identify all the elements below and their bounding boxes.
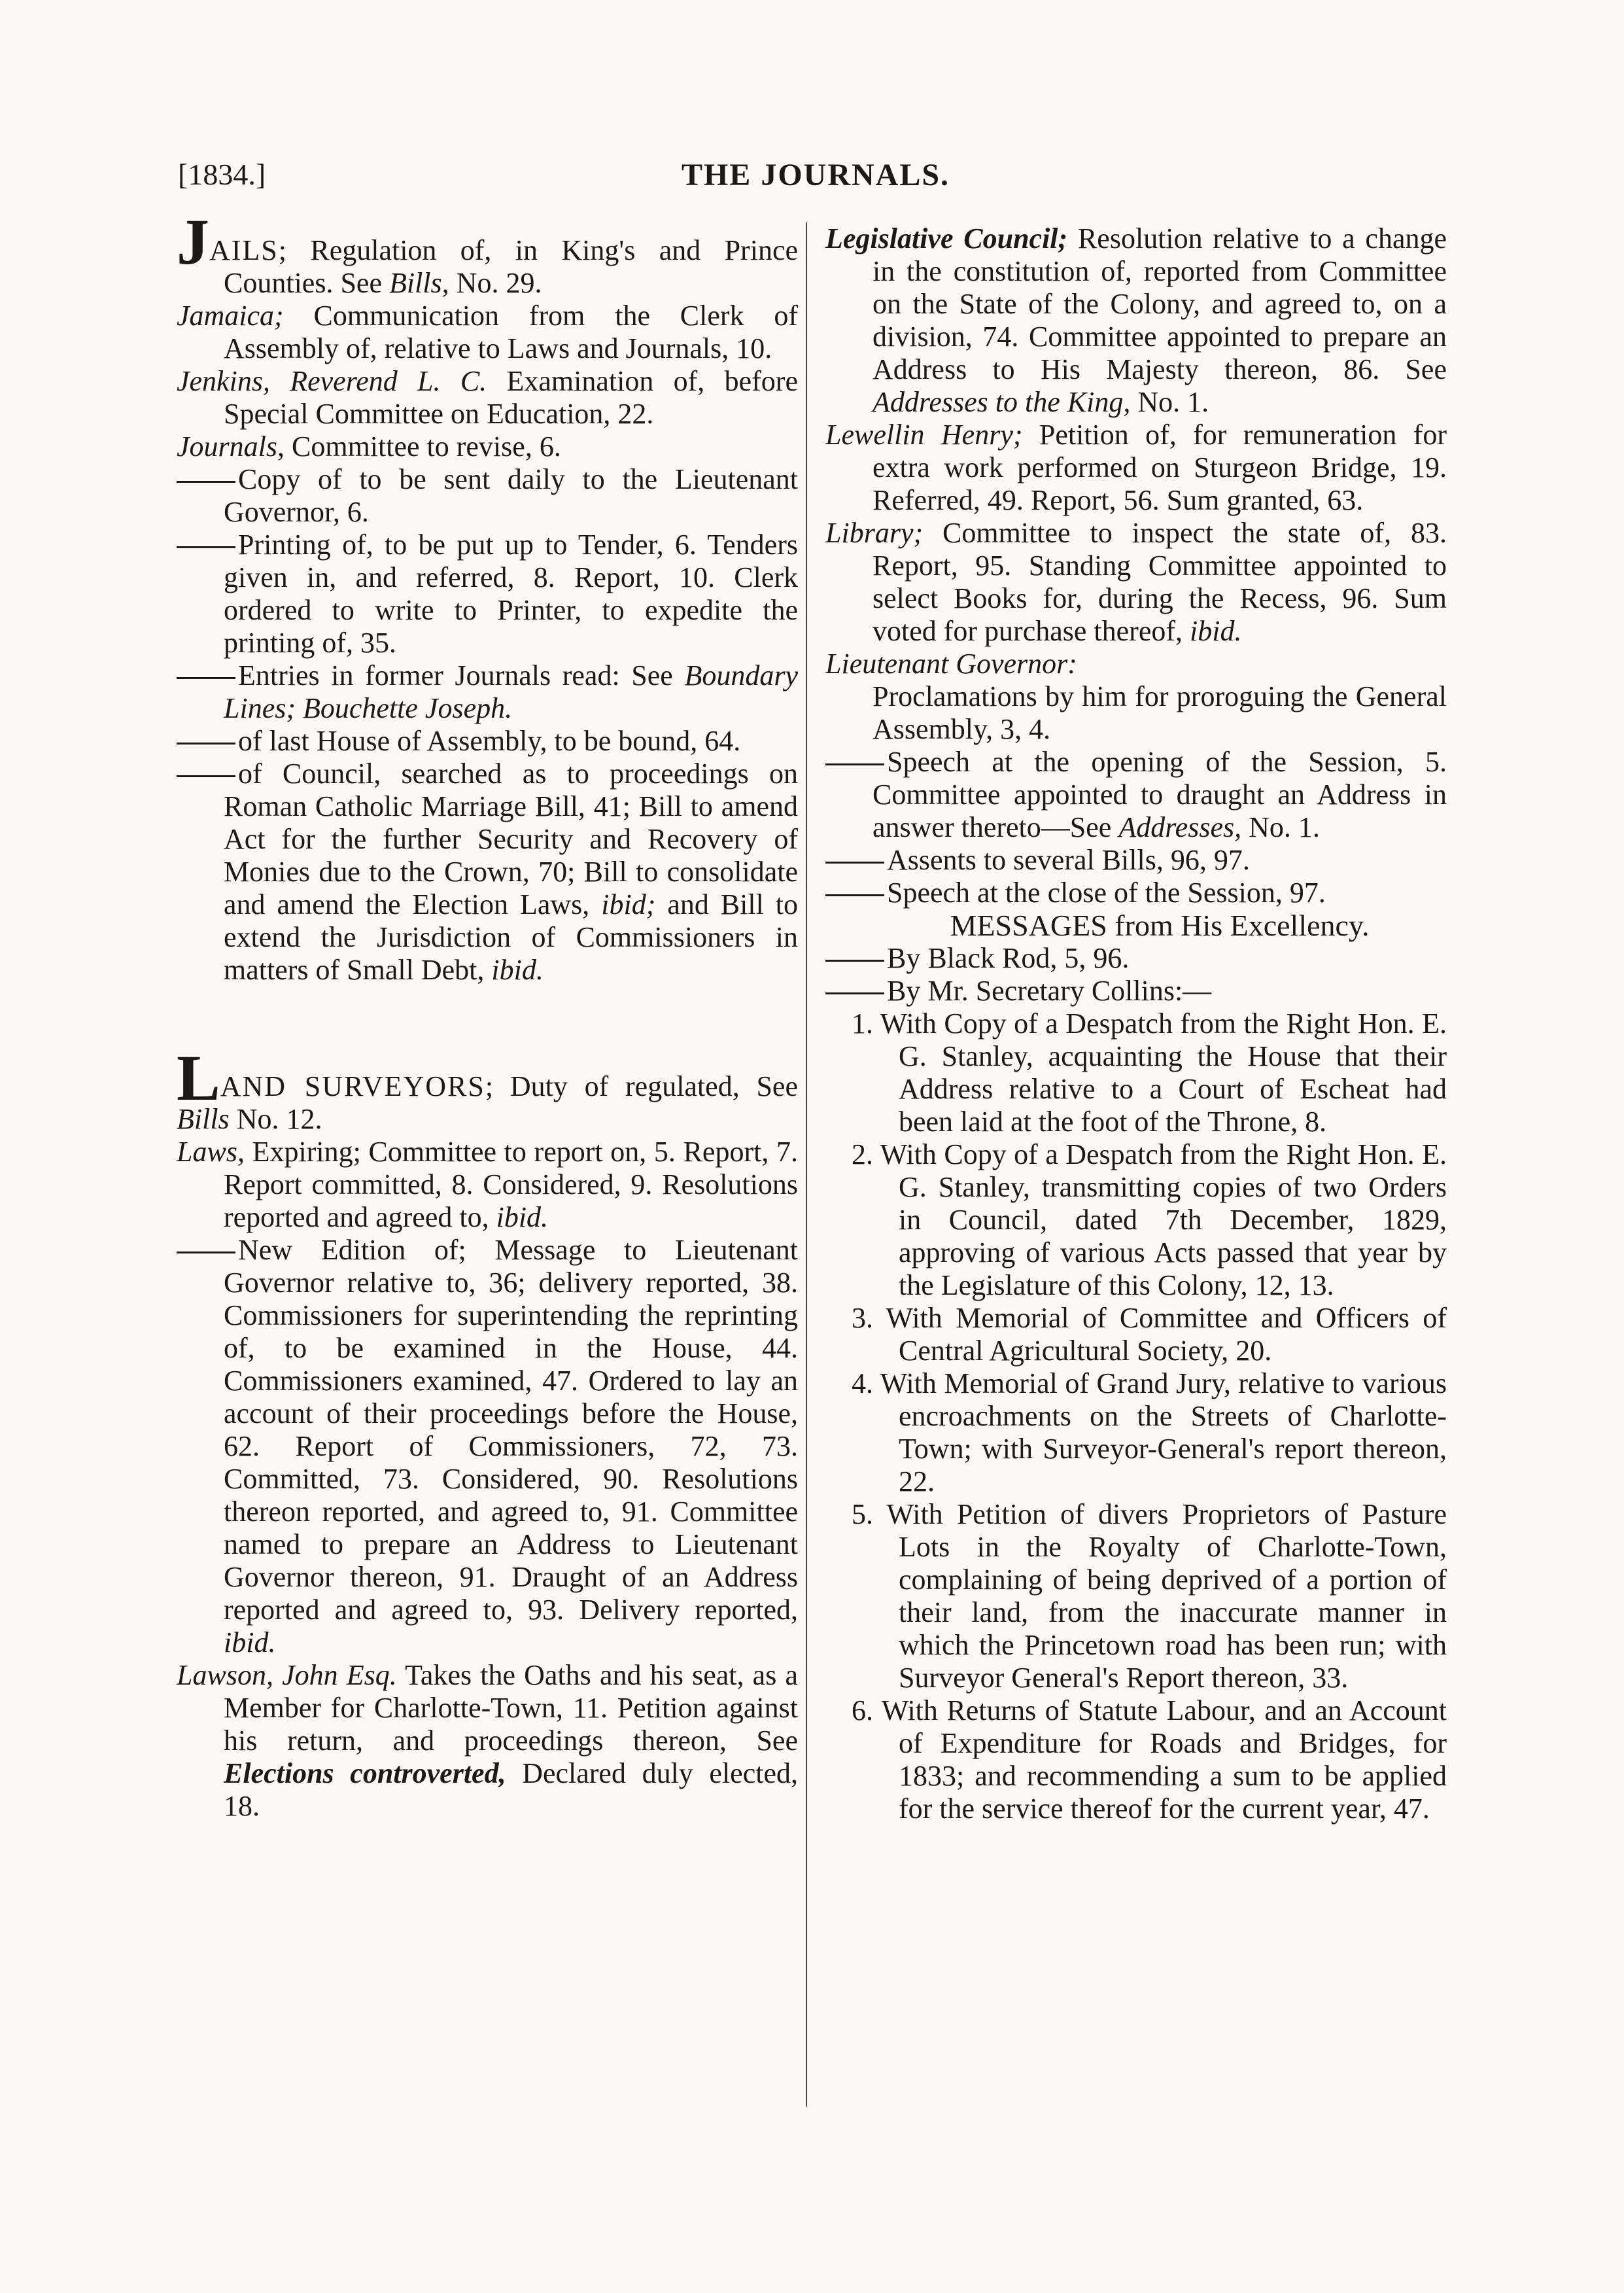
message-item: 5. With Petition of divers Proprietors of Pasture Lots in the Royalty of Charlotte-Town, complaining of being deprived of a portion of their land, from the inaccurate manner in which the Princetown road has been run; with Surveyor General's Report thereon, 33. bbox=[852, 1498, 1447, 1694]
sub-entry: Speech at the close of the Session, 97. bbox=[825, 877, 1447, 909]
page-year: [1834.] bbox=[178, 158, 266, 191]
index-entry-library: Library; Committee to inspect the state of, 83. Report, 95. Standing Committee appointed to select Books for, during the Recess, 96. Sum voted for purchase thereof, ibid. bbox=[825, 517, 1447, 647]
dash-rule bbox=[177, 677, 235, 679]
proclamations-entry: Proclamations by him for proroguing the General Assembly, 3, 4. bbox=[872, 680, 1447, 745]
sub-entry: By Mr. Secretary Collins:— bbox=[825, 975, 1447, 1007]
index-entry-legislative-council: Legislative Council; Resolution relative to a change in the constitution of, reported from Committee on the State of the Colony, and agreed to, on a division, 74. Committee appointed to prepare an Address to His Majesty thereon, 86. See Addresses to the King, No. 1. bbox=[825, 222, 1447, 418]
message-item: 1. With Copy of a Despatch from the Right Hon. E. G. Stanley, acquainting the House that their Address relative to a Court of Escheat had been laid at the foot of the Throne, 8. bbox=[852, 1007, 1447, 1138]
right-column bbox=[825, 222, 1447, 1825]
index-entry-lawson: Lawson, John Esq. Takes the Oaths and his seat, as a Member for Charlotte-Town, 11. Petition against his return, and proceedings thereon, See Elections controverted, Declared duly elected, 18. bbox=[177, 1659, 798, 1822]
sub-entry: Copy of to be sent daily to the Lieutenant Governor, 6. bbox=[177, 463, 798, 529]
dash-rule bbox=[177, 546, 235, 548]
dash-rule bbox=[177, 481, 235, 483]
sub-entry: By Black Rod, 5, 96. bbox=[825, 942, 1447, 975]
index-entry-journals: Journals, Committee to revise, 6. bbox=[177, 430, 561, 463]
index-entry-jenkins: Jenkins, Reverend L. C. Examination of, before Special Committee on Education, 22. bbox=[177, 365, 798, 430]
sub-entry: Entries in former Journals read: See Boundary Lines; Bouchette Joseph. bbox=[177, 659, 798, 725]
sub-entry: Assents to several Bills, 96, 97. bbox=[825, 844, 1447, 877]
dash-rule bbox=[825, 862, 884, 864]
index-entry-lieutenant-governor: Lieutenant Governor: bbox=[825, 648, 1077, 680]
section-gap bbox=[177, 987, 798, 1059]
message-item: 2. With Copy of a Despatch from the Right Hon. E. G. Stanley, transmitting copies of two Orders in Council, dated 7th December, 1829, approving of various Acts passed that year by the Legislature of this Colony, 12, 13. bbox=[852, 1138, 1447, 1301]
message-item: 4. With Memorial of Grand Jury, relative to various encroachments on the Streets of Charlotte-Town; with Surveyor-General's report thereon, 22. bbox=[852, 1367, 1447, 1497]
running-title: THE JOURNALS. bbox=[681, 158, 950, 192]
sub-entry: of last House of Assembly, to be bound, 64. bbox=[177, 725, 798, 758]
sub-entry: of Council, searched as to proceedings on Roman Catholic Marriage Bill, 41; Bill to amend Act for the further Security and Recovery of Monies due to the Crown, 70; Bill to consolidate and amend the Election Laws, ibid; and Bill to extend the Jurisdiction of Commissioners in matters of Small Debt, ibid. bbox=[177, 758, 798, 987]
column-divider bbox=[806, 222, 807, 2107]
index-entry-land-surveyors: LAND SURVEYORS; Duty of regulated, See Bills No. 12. bbox=[177, 1041, 798, 1135]
left-column bbox=[177, 205, 798, 1823]
dash-rule bbox=[177, 775, 235, 777]
dash-rule bbox=[825, 992, 884, 994]
drop-cap: L bbox=[177, 1041, 220, 1114]
dash-rule bbox=[825, 960, 884, 962]
dash-rule bbox=[825, 894, 884, 896]
index-entry-laws: Laws, Expiring; Committee to report on, 5. Report, 7. Report committed, 8. Considered, 9. Resolutions reported and agreed to, ibid. bbox=[177, 1136, 798, 1233]
dash-rule bbox=[825, 763, 884, 765]
message-item: 6. With Returns of Statute Labour, and an Account of Expenditure for Roads and Bridges, for 1833; and recommending a sum to be applied for the service thereof for the current year, 47. bbox=[852, 1694, 1447, 1825]
dash-rule bbox=[177, 1252, 235, 1253]
index-entry-jamaica: Jamaica; Communication from the Clerk of Assembly of, relative to Laws and Journals, 10. bbox=[177, 300, 798, 364]
messages-heading: MESSAGES from His Excellency. bbox=[950, 909, 1370, 942]
sub-entry: New Edition of; Message to Lieutenant Governor relative to, 36; delivery reported, 38. Commissioners for superintending the reprinting of, to be examined in the House, 44. Commissioners examined, 47. Ordered to lay an account of their proceedings before the House, 62. Report of Commissioners, 72, 73. Committed, 73. Considered, 90. Resolutions thereon reported, and agreed to, 91. Committee named to prepare an Address to Lieutenant Governor thereon, 91. Draught of an Address reported and agreed to, 93. Delivery reported, ibid. bbox=[177, 1234, 798, 1659]
message-item: 3. With Memorial of Committee and Officers of Central Agricultural Society, 20. bbox=[852, 1302, 1447, 1367]
drop-cap: J bbox=[177, 205, 209, 278]
page-header bbox=[178, 157, 1453, 209]
index-entry-lewellin: Lewellin Henry; Petition of, for remuneration for extra work performed on Sturgeon Bridge, 19. Referred, 49. Report, 56. Sum granted, 63. bbox=[825, 419, 1447, 516]
sub-entry: Speech at the opening of the Session, 5. Committee appointed to draught an Address in answer thereto—See Addresses, No. 1. bbox=[825, 746, 1447, 844]
index-entry-jails: JAILS; Regulation of, in King's and Prince Counties. See Bills, No. 29. bbox=[177, 205, 798, 299]
sub-entry: Printing of, to be put up to Tender, 6. Tenders given in, and referred, 8. Report, 10. Clerk ordered to write to Printer, to expedite the printing of, 35. bbox=[177, 529, 798, 659]
dash-rule bbox=[177, 743, 235, 744]
